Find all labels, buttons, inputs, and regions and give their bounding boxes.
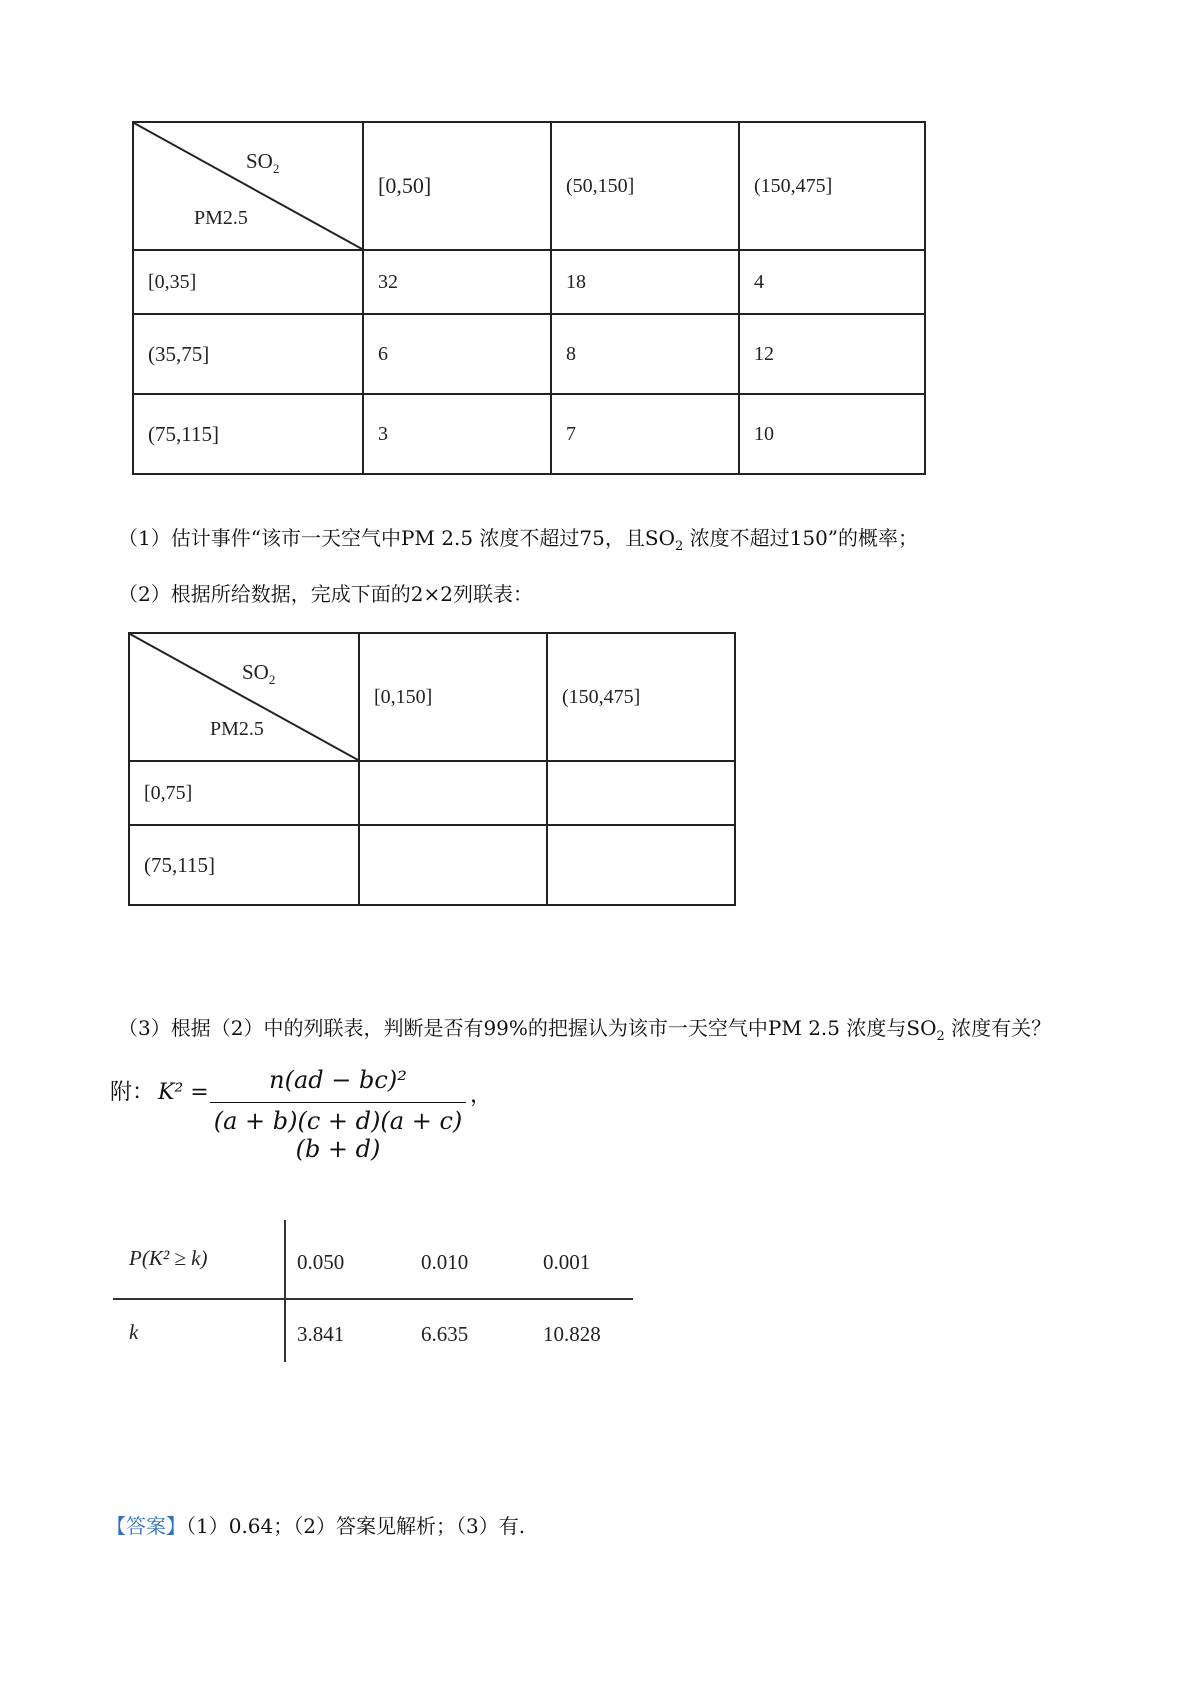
table2-col-header: (150,475] — [547, 633, 735, 761]
formula-denominator: (a + b)(c + d)(a + c)(b + d) — [213, 1107, 463, 1163]
ptable-cell: 0.010 — [421, 1250, 469, 1274]
table-cell — [547, 761, 735, 825]
pm25-so2-frequency-table — [132, 121, 926, 475]
table-cell: 18 — [551, 250, 739, 314]
q2-text-b: 列联表： — [452, 582, 533, 606]
table-cell: 12 — [739, 314, 925, 394]
table-row — [133, 250, 925, 314]
formula-prefix — [110, 1075, 209, 1106]
table-divider-horizontal — [113, 1298, 633, 1300]
formula-numerator: n(ad − bc)² — [269, 1066, 407, 1094]
table1-col-header: [0,50] — [363, 122, 551, 250]
table2-so2-label: $SO_2$ — [242, 660, 276, 688]
table2-pm25-label: PM2.5 — [210, 718, 264, 740]
question-3 — [118, 1012, 1051, 1044]
table2-diagonal-header — [129, 633, 359, 761]
answer-tag: 【答案】 — [106, 1514, 186, 1538]
q1-text-c: 浓度不超过150”的概率； — [683, 526, 919, 550]
table1-col-header: (50,150] — [551, 122, 739, 250]
critical-value-table — [113, 1220, 633, 1362]
ptable-cell: 3.841 — [297, 1322, 345, 1346]
ptable-row1-label: P(K² ≥ k) — [129, 1246, 208, 1270]
q3-so2-sub: 2 — [936, 1029, 945, 1044]
formula-lhs: K² = — [158, 1080, 209, 1105]
table-cell — [547, 825, 735, 905]
q1-so2: SO — [644, 526, 675, 550]
table-cell: 3 — [363, 394, 551, 474]
table-divider-vertical — [284, 1220, 286, 1362]
formula-prefix-text: 附： — [110, 1080, 155, 1105]
answer-line — [106, 1510, 525, 1539]
table1-col-header: (150,475] — [739, 122, 925, 250]
table-row — [133, 394, 925, 474]
answer-text: （1）0.64；（2）答案见解析；（3）有. — [186, 1514, 526, 1538]
table1-row-label: [0,35] — [133, 250, 363, 314]
q3-pm25: PM 2.5 — [767, 1016, 841, 1040]
formula-suffix: ， — [470, 1083, 493, 1108]
table1-row-label: (75,115] — [133, 394, 363, 474]
table-row — [133, 314, 925, 394]
fraction-bar — [210, 1102, 466, 1103]
q3-so2: SO — [906, 1016, 937, 1040]
table1-row-label: (35,75] — [133, 314, 363, 394]
q2-text-a: （2）根据所给数据，完成下面的 — [118, 582, 411, 606]
q3-text-b: 浓度与 — [840, 1016, 907, 1040]
table-row — [129, 825, 735, 905]
ptable-cell: 0.001 — [543, 1250, 591, 1274]
ptable-row2-label: k — [129, 1320, 139, 1344]
q1-text-b: 浓度不超过75，且 — [473, 526, 645, 550]
table1-diagonal-header — [133, 122, 363, 250]
q1-so2-sub: 2 — [674, 539, 684, 554]
q3-text-c: 浓度有关？ — [944, 1016, 1052, 1040]
table-cell: 4 — [739, 250, 925, 314]
table2-col-header: [0,150] — [359, 633, 547, 761]
table-cell — [359, 825, 547, 905]
table-cell: 10 — [739, 394, 925, 474]
table-cell: 8 — [551, 314, 739, 394]
ptable-cell: 0.050 — [297, 1250, 345, 1274]
q2-matrix-size: 2×2 — [410, 582, 453, 606]
table1-pm25-label: PM2.5 — [194, 207, 248, 229]
table1-so2-label: $SO_2$ — [246, 149, 280, 177]
ptable-cell: 10.828 — [543, 1322, 601, 1346]
table2-row-label: (75,115] — [129, 825, 359, 905]
ptable-cell: 6.635 — [421, 1322, 469, 1346]
table-cell: 32 — [363, 250, 551, 314]
question-1 — [118, 522, 918, 554]
q1-text-a: （1）估计事件“该市一天空气中 — [118, 526, 401, 550]
question-2 — [118, 578, 533, 607]
table-row — [129, 761, 735, 825]
table-cell: 6 — [363, 314, 551, 394]
table-cell — [359, 761, 547, 825]
table2-row-label: [0,75] — [129, 761, 359, 825]
table-cell: 7 — [551, 394, 739, 474]
q1-pm25: PM 2.5 — [400, 526, 474, 550]
q3-text-a: （3）根据（2）中的列联表，判断是否有99%的把握认为该市一天空气中 — [118, 1016, 768, 1040]
formula-fraction — [210, 1066, 466, 1163]
contingency-table — [128, 632, 736, 906]
